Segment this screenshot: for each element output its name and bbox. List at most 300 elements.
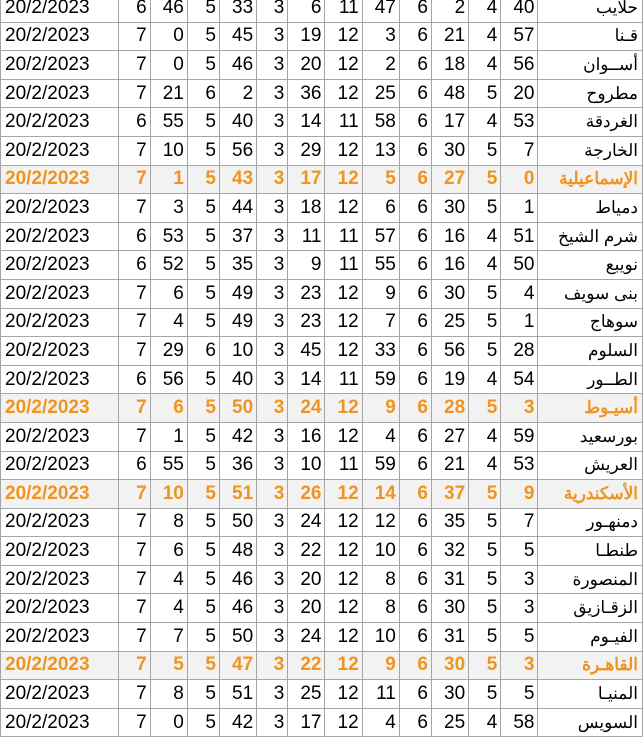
date-cell[interactable]: 20/2/2023 <box>1 251 119 280</box>
time-value-cell[interactable]: 7 <box>118 651 150 680</box>
time-value-cell[interactable]: 4 <box>469 365 501 394</box>
date-cell[interactable]: 20/2/2023 <box>1 537 119 566</box>
date-cell[interactable]: 20/2/2023 <box>1 680 119 709</box>
time-value-cell[interactable]: 6 <box>118 251 150 280</box>
time-value-cell[interactable]: 5 <box>187 308 219 337</box>
time-value-cell[interactable]: 51 <box>501 222 538 251</box>
time-value-cell[interactable]: 48 <box>431 79 468 108</box>
time-value-cell[interactable]: 5 <box>187 136 219 165</box>
time-value-cell[interactable]: 6 <box>118 365 150 394</box>
time-value-cell[interactable]: 5 <box>187 365 219 394</box>
time-value-cell[interactable]: 6 <box>288 0 325 22</box>
city-name-cell[interactable]: طنطـا <box>538 537 643 566</box>
time-value-cell[interactable]: 6 <box>399 537 431 566</box>
time-value-cell[interactable]: 3 <box>257 222 288 251</box>
time-value-cell[interactable]: 6 <box>399 480 431 509</box>
city-name-cell[interactable]: بنى سويف <box>538 279 643 308</box>
time-value-cell[interactable]: 6 <box>399 194 431 223</box>
time-value-cell[interactable]: 5 <box>501 680 538 709</box>
time-value-cell[interactable]: 45 <box>220 22 257 51</box>
time-value-cell[interactable]: 12 <box>325 194 362 223</box>
time-value-cell[interactable]: 6 <box>399 651 431 680</box>
time-value-cell[interactable]: 40 <box>220 108 257 137</box>
date-cell[interactable]: 20/2/2023 <box>1 79 119 108</box>
time-value-cell[interactable]: 5 <box>469 623 501 652</box>
time-value-cell[interactable]: 0 <box>501 165 538 194</box>
time-value-cell[interactable]: 22 <box>288 537 325 566</box>
city-name-cell[interactable]: الإسماعيلية <box>538 165 643 194</box>
time-value-cell[interactable]: 12 <box>325 708 362 737</box>
time-value-cell[interactable]: 5 <box>187 451 219 480</box>
city-name-cell[interactable]: سوهاج <box>538 308 643 337</box>
date-cell[interactable]: 20/2/2023 <box>1 194 119 223</box>
time-value-cell[interactable]: 6 <box>399 365 431 394</box>
time-value-cell[interactable]: 3 <box>257 79 288 108</box>
date-cell[interactable]: 20/2/2023 <box>1 708 119 737</box>
time-value-cell[interactable]: 3 <box>257 480 288 509</box>
time-value-cell[interactable]: 42 <box>220 708 257 737</box>
time-value-cell[interactable]: 55 <box>150 108 187 137</box>
time-value-cell[interactable]: 6 <box>187 79 219 108</box>
city-name-cell[interactable]: المنيـا <box>538 680 643 709</box>
time-value-cell[interactable]: 46 <box>220 565 257 594</box>
time-value-cell[interactable]: 49 <box>220 279 257 308</box>
time-value-cell[interactable]: 5 <box>187 594 219 623</box>
time-value-cell[interactable]: 3 <box>257 51 288 80</box>
time-value-cell[interactable]: 54 <box>501 365 538 394</box>
time-value-cell[interactable]: 5 <box>469 565 501 594</box>
time-value-cell[interactable]: 29 <box>150 337 187 366</box>
time-value-cell[interactable]: 46 <box>150 0 187 22</box>
time-value-cell[interactable]: 12 <box>325 136 362 165</box>
time-value-cell[interactable]: 12 <box>325 565 362 594</box>
time-value-cell[interactable]: 3 <box>257 422 288 451</box>
time-value-cell[interactable]: 7 <box>118 594 150 623</box>
time-value-cell[interactable]: 5 <box>501 537 538 566</box>
time-value-cell[interactable]: 21 <box>431 22 468 51</box>
time-value-cell[interactable]: 16 <box>288 422 325 451</box>
time-value-cell[interactable]: 17 <box>288 708 325 737</box>
time-value-cell[interactable]: 6 <box>399 165 431 194</box>
time-value-cell[interactable]: 12 <box>325 623 362 652</box>
time-value-cell[interactable]: 6 <box>150 279 187 308</box>
time-value-cell[interactable]: 9 <box>501 480 538 509</box>
time-value-cell[interactable]: 5 <box>469 651 501 680</box>
time-value-cell[interactable]: 6 <box>399 565 431 594</box>
time-value-cell[interactable]: 12 <box>325 308 362 337</box>
time-value-cell[interactable]: 9 <box>288 251 325 280</box>
time-value-cell[interactable]: 30 <box>431 194 468 223</box>
time-value-cell[interactable]: 6 <box>399 394 431 423</box>
time-value-cell[interactable]: 20 <box>288 51 325 80</box>
time-value-cell[interactable]: 43 <box>220 165 257 194</box>
time-value-cell[interactable]: 5 <box>469 308 501 337</box>
time-value-cell[interactable]: 6 <box>399 680 431 709</box>
time-value-cell[interactable]: 7 <box>501 136 538 165</box>
time-value-cell[interactable]: 24 <box>288 508 325 537</box>
time-value-cell[interactable]: 59 <box>501 422 538 451</box>
time-value-cell[interactable]: 5 <box>469 680 501 709</box>
time-value-cell[interactable]: 0 <box>150 708 187 737</box>
time-value-cell[interactable]: 6 <box>399 451 431 480</box>
date-cell[interactable]: 20/2/2023 <box>1 422 119 451</box>
time-value-cell[interactable]: 5 <box>187 22 219 51</box>
time-value-cell[interactable]: 49 <box>220 308 257 337</box>
time-value-cell[interactable]: 23 <box>288 279 325 308</box>
time-value-cell[interactable]: 56 <box>150 365 187 394</box>
date-cell[interactable]: 20/2/2023 <box>1 394 119 423</box>
time-value-cell[interactable]: 6 <box>118 108 150 137</box>
time-value-cell[interactable]: 10 <box>288 451 325 480</box>
time-value-cell[interactable]: 7 <box>501 508 538 537</box>
time-value-cell[interactable]: 55 <box>150 451 187 480</box>
date-cell[interactable]: 20/2/2023 <box>1 108 119 137</box>
time-value-cell[interactable]: 47 <box>220 651 257 680</box>
time-value-cell[interactable]: 3 <box>257 565 288 594</box>
time-value-cell[interactable]: 3 <box>257 308 288 337</box>
time-value-cell[interactable]: 12 <box>325 165 362 194</box>
time-value-cell[interactable]: 3 <box>257 365 288 394</box>
time-value-cell[interactable]: 14 <box>288 108 325 137</box>
time-value-cell[interactable]: 11 <box>325 251 362 280</box>
time-value-cell[interactable]: 3 <box>501 565 538 594</box>
time-value-cell[interactable]: 6 <box>118 0 150 22</box>
time-value-cell[interactable]: 12 <box>325 508 362 537</box>
date-cell[interactable]: 20/2/2023 <box>1 651 119 680</box>
time-value-cell[interactable]: 5 <box>187 623 219 652</box>
time-value-cell[interactable]: 35 <box>431 508 468 537</box>
time-value-cell[interactable]: 3 <box>257 594 288 623</box>
time-value-cell[interactable]: 17 <box>431 108 468 137</box>
time-value-cell[interactable]: 18 <box>431 51 468 80</box>
time-value-cell[interactable]: 4 <box>469 451 501 480</box>
time-value-cell[interactable]: 6 <box>399 422 431 451</box>
city-name-cell[interactable]: الفيـوم <box>538 623 643 652</box>
time-value-cell[interactable]: 4 <box>362 422 399 451</box>
city-name-cell[interactable]: مطروح <box>538 79 643 108</box>
time-value-cell[interactable]: 7 <box>118 680 150 709</box>
time-value-cell[interactable]: 12 <box>325 422 362 451</box>
time-value-cell[interactable]: 31 <box>431 623 468 652</box>
time-value-cell[interactable]: 5 <box>469 279 501 308</box>
time-value-cell[interactable]: 53 <box>150 222 187 251</box>
time-value-cell[interactable]: 8 <box>362 594 399 623</box>
time-value-cell[interactable]: 51 <box>220 480 257 509</box>
city-name-cell[interactable]: الزقـازيق <box>538 594 643 623</box>
time-value-cell[interactable]: 4 <box>469 708 501 737</box>
time-value-cell[interactable]: 3 <box>257 0 288 22</box>
time-value-cell[interactable]: 3 <box>257 394 288 423</box>
time-value-cell[interactable]: 57 <box>501 22 538 51</box>
city-name-cell[interactable]: الخارجة <box>538 136 643 165</box>
time-value-cell[interactable]: 3 <box>257 194 288 223</box>
city-name-cell[interactable]: السلوم <box>538 337 643 366</box>
time-value-cell[interactable]: 3 <box>501 394 538 423</box>
time-value-cell[interactable]: 21 <box>150 79 187 108</box>
time-value-cell[interactable]: 3 <box>501 651 538 680</box>
time-value-cell[interactable]: 32 <box>431 537 468 566</box>
city-name-cell[interactable]: بورسعيد <box>538 422 643 451</box>
city-name-cell[interactable]: الأسكندرية <box>538 480 643 509</box>
date-cell[interactable]: 20/2/2023 <box>1 136 119 165</box>
time-value-cell[interactable]: 5 <box>187 222 219 251</box>
time-value-cell[interactable]: 9 <box>362 394 399 423</box>
time-value-cell[interactable]: 2 <box>220 79 257 108</box>
time-value-cell[interactable]: 5 <box>469 537 501 566</box>
time-value-cell[interactable]: 20 <box>288 594 325 623</box>
time-value-cell[interactable]: 7 <box>118 136 150 165</box>
time-value-cell[interactable]: 6 <box>118 222 150 251</box>
time-value-cell[interactable]: 3 <box>257 708 288 737</box>
time-value-cell[interactable]: 6 <box>399 251 431 280</box>
time-value-cell[interactable]: 17 <box>288 165 325 194</box>
time-value-cell[interactable]: 3 <box>257 279 288 308</box>
time-value-cell[interactable]: 6 <box>150 394 187 423</box>
time-value-cell[interactable]: 3 <box>257 251 288 280</box>
time-value-cell[interactable]: 5 <box>187 51 219 80</box>
time-value-cell[interactable]: 5 <box>187 279 219 308</box>
time-value-cell[interactable]: 5 <box>187 708 219 737</box>
time-value-cell[interactable]: 4 <box>469 108 501 137</box>
city-name-cell[interactable]: شرم الشيخ <box>538 222 643 251</box>
time-value-cell[interactable]: 3 <box>501 594 538 623</box>
time-value-cell[interactable]: 52 <box>150 251 187 280</box>
time-value-cell[interactable]: 50 <box>220 623 257 652</box>
time-value-cell[interactable]: 53 <box>501 108 538 137</box>
city-name-cell[interactable]: القاهـرة <box>538 651 643 680</box>
time-value-cell[interactable]: 20 <box>501 79 538 108</box>
time-value-cell[interactable]: 6 <box>399 337 431 366</box>
time-value-cell[interactable]: 12 <box>362 508 399 537</box>
time-value-cell[interactable]: 5 <box>187 422 219 451</box>
time-value-cell[interactable]: 5 <box>187 537 219 566</box>
time-value-cell[interactable]: 7 <box>118 165 150 194</box>
time-value-cell[interactable]: 3 <box>257 537 288 566</box>
time-value-cell[interactable]: 12 <box>325 51 362 80</box>
time-value-cell[interactable]: 11 <box>362 680 399 709</box>
time-value-cell[interactable]: 3 <box>257 651 288 680</box>
date-cell[interactable]: 20/2/2023 <box>1 451 119 480</box>
time-value-cell[interactable]: 28 <box>431 394 468 423</box>
time-value-cell[interactable]: 5 <box>187 508 219 537</box>
time-value-cell[interactable]: 3 <box>257 337 288 366</box>
date-cell[interactable]: 20/2/2023 <box>1 22 119 51</box>
time-value-cell[interactable]: 5 <box>187 108 219 137</box>
time-value-cell[interactable]: 19 <box>431 365 468 394</box>
time-value-cell[interactable]: 9 <box>362 279 399 308</box>
time-value-cell[interactable]: 5 <box>187 194 219 223</box>
time-value-cell[interactable]: 35 <box>220 251 257 280</box>
time-value-cell[interactable]: 45 <box>288 337 325 366</box>
time-value-cell[interactable]: 51 <box>220 680 257 709</box>
time-value-cell[interactable]: 11 <box>325 222 362 251</box>
time-value-cell[interactable]: 1 <box>501 308 538 337</box>
time-value-cell[interactable]: 6 <box>399 22 431 51</box>
time-value-cell[interactable]: 30 <box>431 279 468 308</box>
time-value-cell[interactable]: 25 <box>431 308 468 337</box>
time-value-cell[interactable]: 5 <box>469 165 501 194</box>
time-value-cell[interactable]: 11 <box>325 365 362 394</box>
time-value-cell[interactable]: 5 <box>187 251 219 280</box>
time-value-cell[interactable]: 4 <box>469 51 501 80</box>
time-value-cell[interactable]: 6 <box>399 51 431 80</box>
time-value-cell[interactable]: 11 <box>325 108 362 137</box>
time-value-cell[interactable]: 6 <box>399 136 431 165</box>
time-value-cell[interactable]: 7 <box>118 79 150 108</box>
time-value-cell[interactable]: 7 <box>118 565 150 594</box>
time-value-cell[interactable]: 9 <box>362 651 399 680</box>
time-value-cell[interactable]: 5 <box>469 508 501 537</box>
time-value-cell[interactable]: 6 <box>399 279 431 308</box>
time-value-cell[interactable]: 8 <box>362 565 399 594</box>
time-value-cell[interactable]: 7 <box>118 508 150 537</box>
time-value-cell[interactable]: 5 <box>469 194 501 223</box>
time-value-cell[interactable]: 30 <box>431 136 468 165</box>
time-value-cell[interactable]: 3 <box>257 451 288 480</box>
time-value-cell[interactable]: 28 <box>501 337 538 366</box>
time-value-cell[interactable]: 0 <box>150 22 187 51</box>
time-value-cell[interactable]: 12 <box>325 480 362 509</box>
time-value-cell[interactable]: 7 <box>362 308 399 337</box>
time-value-cell[interactable]: 4 <box>469 222 501 251</box>
time-value-cell[interactable]: 5 <box>187 565 219 594</box>
time-value-cell[interactable]: 7 <box>118 422 150 451</box>
time-value-cell[interactable]: 16 <box>431 222 468 251</box>
time-value-cell[interactable]: 3 <box>257 680 288 709</box>
time-value-cell[interactable]: 46 <box>220 51 257 80</box>
time-value-cell[interactable]: 48 <box>220 537 257 566</box>
time-value-cell[interactable]: 4 <box>150 594 187 623</box>
time-value-cell[interactable]: 13 <box>362 136 399 165</box>
date-cell[interactable]: 20/2/2023 <box>1 308 119 337</box>
time-value-cell[interactable]: 47 <box>362 0 399 22</box>
time-value-cell[interactable]: 12 <box>325 22 362 51</box>
time-value-cell[interactable]: 7 <box>118 308 150 337</box>
time-value-cell[interactable]: 3 <box>257 623 288 652</box>
time-value-cell[interactable]: 5 <box>469 394 501 423</box>
time-value-cell[interactable]: 58 <box>362 108 399 137</box>
time-value-cell[interactable]: 36 <box>288 79 325 108</box>
time-value-cell[interactable]: 7 <box>118 194 150 223</box>
time-value-cell[interactable]: 12 <box>325 594 362 623</box>
time-value-cell[interactable]: 2 <box>362 51 399 80</box>
time-value-cell[interactable]: 26 <box>288 480 325 509</box>
time-value-cell[interactable]: 24 <box>288 623 325 652</box>
time-value-cell[interactable]: 6 <box>399 0 431 22</box>
time-value-cell[interactable]: 40 <box>220 365 257 394</box>
time-value-cell[interactable]: 6 <box>399 594 431 623</box>
time-value-cell[interactable]: 11 <box>325 0 362 22</box>
time-value-cell[interactable]: 30 <box>431 594 468 623</box>
time-value-cell[interactable]: 27 <box>431 165 468 194</box>
time-value-cell[interactable]: 7 <box>150 623 187 652</box>
time-value-cell[interactable]: 36 <box>220 451 257 480</box>
time-value-cell[interactable]: 33 <box>220 0 257 22</box>
date-cell[interactable]: 20/2/2023 <box>1 279 119 308</box>
time-value-cell[interactable]: 12 <box>325 279 362 308</box>
time-value-cell[interactable]: 6 <box>399 108 431 137</box>
time-value-cell[interactable]: 50 <box>220 508 257 537</box>
city-name-cell[interactable]: الطــور <box>538 365 643 394</box>
time-value-cell[interactable]: 12 <box>325 337 362 366</box>
time-value-cell[interactable]: 7 <box>118 51 150 80</box>
time-value-cell[interactable]: 21 <box>431 451 468 480</box>
time-value-cell[interactable]: 6 <box>187 337 219 366</box>
time-value-cell[interactable]: 1 <box>150 165 187 194</box>
time-value-cell[interactable]: 23 <box>288 308 325 337</box>
time-value-cell[interactable]: 5 <box>187 680 219 709</box>
time-value-cell[interactable]: 8 <box>150 680 187 709</box>
time-value-cell[interactable]: 1 <box>150 422 187 451</box>
time-value-cell[interactable]: 4 <box>150 308 187 337</box>
city-name-cell[interactable]: حلايب <box>538 0 643 22</box>
time-value-cell[interactable]: 5 <box>362 165 399 194</box>
time-value-cell[interactable]: 25 <box>431 708 468 737</box>
time-value-cell[interactable]: 6 <box>399 508 431 537</box>
time-value-cell[interactable]: 3 <box>257 22 288 51</box>
time-value-cell[interactable]: 30 <box>431 680 468 709</box>
time-value-cell[interactable]: 6 <box>150 537 187 566</box>
time-value-cell[interactable]: 5 <box>187 0 219 22</box>
time-value-cell[interactable]: 10 <box>362 537 399 566</box>
time-value-cell[interactable]: 56 <box>431 337 468 366</box>
date-cell[interactable]: 20/2/2023 <box>1 337 119 366</box>
time-value-cell[interactable]: 6 <box>362 194 399 223</box>
time-value-cell[interactable]: 16 <box>431 251 468 280</box>
time-value-cell[interactable]: 4 <box>501 279 538 308</box>
time-value-cell[interactable]: 7 <box>118 708 150 737</box>
time-value-cell[interactable]: 29 <box>288 136 325 165</box>
time-value-cell[interactable]: 5 <box>187 480 219 509</box>
time-value-cell[interactable]: 4 <box>469 251 501 280</box>
time-value-cell[interactable]: 7 <box>118 480 150 509</box>
time-value-cell[interactable]: 6 <box>399 79 431 108</box>
time-value-cell[interactable]: 46 <box>220 594 257 623</box>
time-value-cell[interactable]: 14 <box>288 365 325 394</box>
city-name-cell[interactable]: دمياط <box>538 194 643 223</box>
date-cell[interactable]: 20/2/2023 <box>1 0 119 22</box>
city-name-cell[interactable]: العريش <box>538 451 643 480</box>
time-value-cell[interactable]: 10 <box>150 480 187 509</box>
time-value-cell[interactable]: 56 <box>220 136 257 165</box>
time-value-cell[interactable]: 7 <box>118 394 150 423</box>
time-value-cell[interactable]: 4 <box>362 708 399 737</box>
city-name-cell[interactable]: الغردقة <box>538 108 643 137</box>
date-cell[interactable]: 20/2/2023 <box>1 365 119 394</box>
time-value-cell[interactable]: 5 <box>187 394 219 423</box>
time-value-cell[interactable]: 3 <box>257 136 288 165</box>
time-value-cell[interactable]: 10 <box>150 136 187 165</box>
time-value-cell[interactable]: 31 <box>431 565 468 594</box>
time-value-cell[interactable]: 25 <box>288 680 325 709</box>
time-value-cell[interactable]: 53 <box>501 451 538 480</box>
time-value-cell[interactable]: 5 <box>469 136 501 165</box>
time-value-cell[interactable]: 59 <box>362 365 399 394</box>
time-value-cell[interactable]: 4 <box>469 0 501 22</box>
time-value-cell[interactable]: 5 <box>469 594 501 623</box>
city-name-cell[interactable]: قـنا <box>538 22 643 51</box>
time-value-cell[interactable]: 56 <box>501 51 538 80</box>
time-value-cell[interactable]: 4 <box>469 22 501 51</box>
time-value-cell[interactable]: 7 <box>118 279 150 308</box>
date-cell[interactable]: 20/2/2023 <box>1 222 119 251</box>
time-value-cell[interactable]: 11 <box>288 222 325 251</box>
time-value-cell[interactable]: 12 <box>325 537 362 566</box>
date-cell[interactable]: 20/2/2023 <box>1 165 119 194</box>
time-value-cell[interactable]: 6 <box>399 222 431 251</box>
time-value-cell[interactable]: 24 <box>288 394 325 423</box>
date-cell[interactable]: 20/2/2023 <box>1 508 119 537</box>
